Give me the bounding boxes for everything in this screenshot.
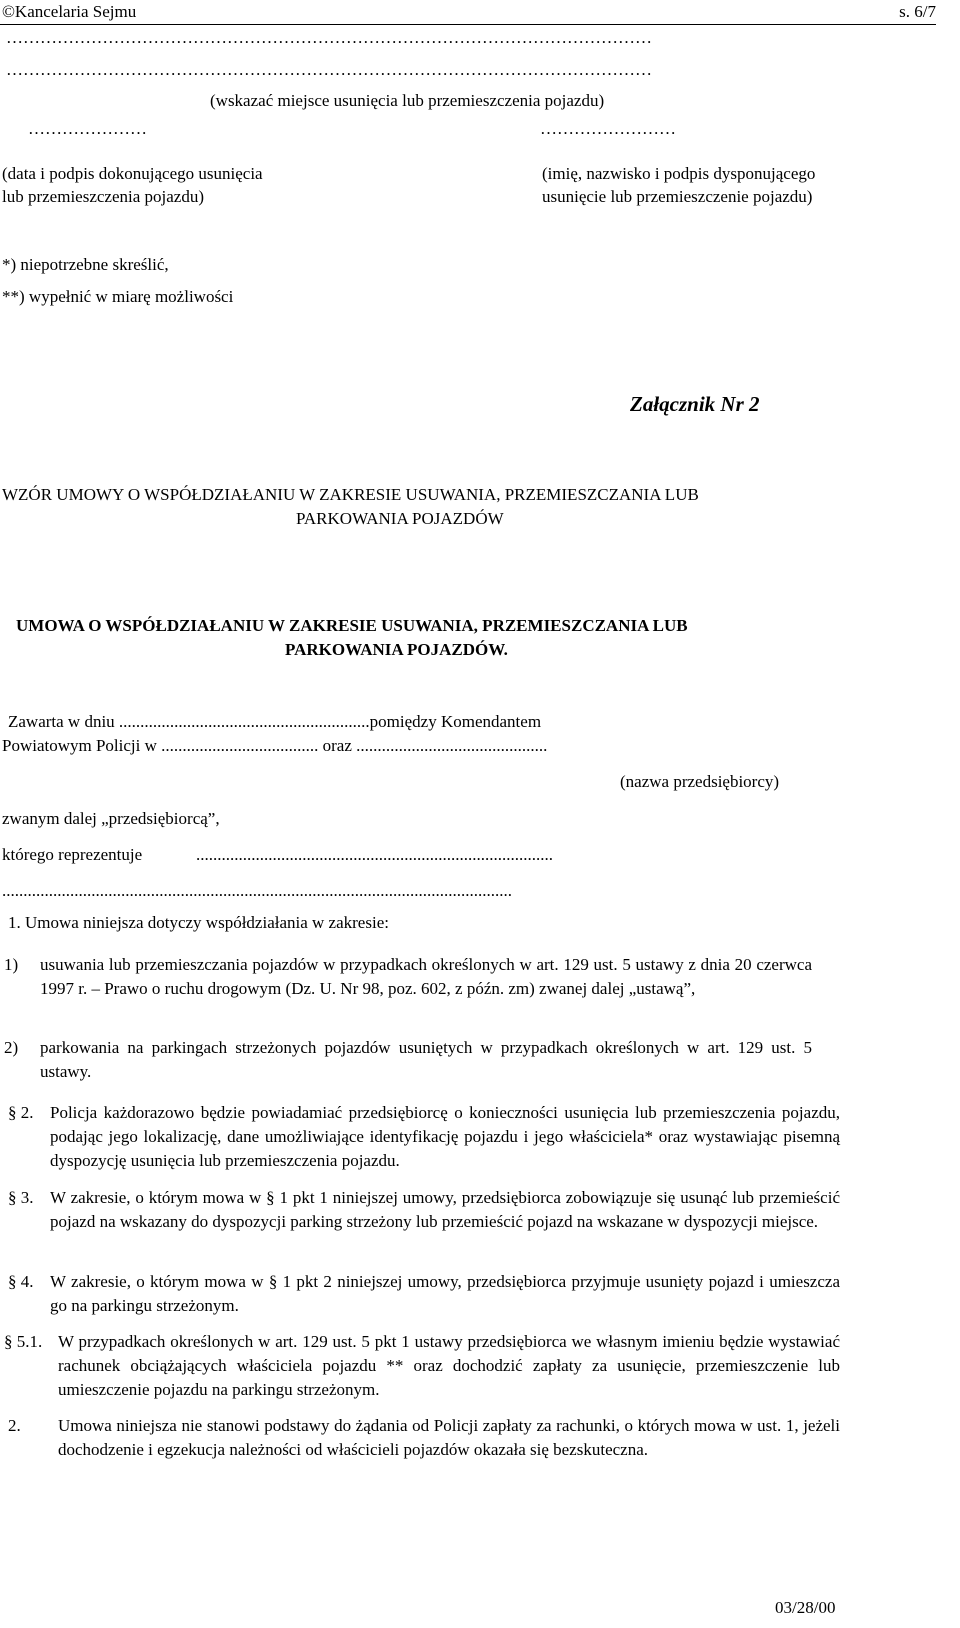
contract-parties-line: Powiatowym Policji w ..................................... oraz ............................................. <box>2 736 548 755</box>
contractor-alias-line: zwanym dalej „przedsiębiorcą”, <box>2 809 220 828</box>
paragraph-2-number: § 2. <box>8 1103 34 1122</box>
contract-title-1: UMOWA O WSPÓŁDZIAŁANIU W ZAKRESIE USUWANIA, PRZEMIESZCZANIA LUB <box>16 616 688 635</box>
paragraph-3-number: § 3. <box>8 1188 34 1207</box>
right-caption-1: (imię, nazwisko i podpis dysponującego <box>542 164 816 183</box>
model-heading-2: PARKOWANIA POJAZDÓW <box>296 509 504 528</box>
contractor-caption: (nazwa przedsiębiorcy) <box>620 772 780 791</box>
contract-date-line: Zawarta w dniu ...........................................................pomiędzy Komendantem <box>8 712 542 731</box>
left-caption-1: (data i podpis dokonującego usunięcia <box>2 164 263 183</box>
paragraph-4-number: § 4. <box>8 1272 34 1291</box>
paragraph-5: W przypadkach określonych w art. 129 ust. 5 pkt 1 ustawy przedsiębiorca we własnym imieniu będzie wystawiać rachunek obciążających właściciela pojazdu ** oraz dochodzić zapłaty za usunięcie, przemieszczenie lub umieszczenie pojazdu na parkingu strzeżonym. <box>58 1332 840 1399</box>
paragraph-5-number: § 5.1. <box>4 1332 43 1351</box>
paragraph-1-heading: 1. Umowa niniejsza dotyczy współdziałania w zakresie: <box>8 913 389 932</box>
dots-line-1: …………………………………………………………………………………………………… <box>6 28 652 47</box>
paragraph-3: W zakresie, o którym mowa w § 1 pkt 1 niniejszej umowy, przedsiębiorca zobowiązuje się usunąć lub przemieścić pojazd na wskazany do dyspozycji parking strzeżony lub przemieścić pojazd na wskazane w dyspozycji miejsce. <box>50 1188 840 1231</box>
representative-dots: .................................................................................... <box>196 845 553 864</box>
model-heading-1: WZÓR UMOWY O WSPÓŁDZIAŁANIU W ZAKRESIE USUWANIA, PRZEMIESZCZANIA LUB <box>2 485 699 504</box>
footer-code: 03/28/00 <box>775 1598 836 1617</box>
header-page-number: s. 6/7 <box>899 2 936 21</box>
p1-item-2: parkowania na parkingach strzeżonych pojazdów usuniętych w przypadkach określonych w art. 129 ust. 5 ustawy. <box>40 1038 812 1081</box>
note-1: *) niepotrzebne skreślić, <box>2 255 169 274</box>
place-caption: (wskazać miejsce usunięcia lub przemieszczenia pojazdu) <box>210 91 605 110</box>
paragraph-4: W zakresie, o którym mowa w § 1 pkt 2 niniejszej umowy, przedsiębiorca przyjmuje usunięty pojazd i umieszcza go na parkingu strzeżonym. <box>50 1272 840 1315</box>
paragraph-2: Policja każdorazowo będzie powiadamiać przedsiębiorcę o konieczności usunięcia lub przemieszczenia pojazdu, podając jego lokalizację, dane umożliwiające identyfikację pojazdu i jego właściciela* oraz wystawiając pisemną dyspozycję usunięcia lub przemieszczenia pojazdu. <box>50 1103 840 1170</box>
right-caption-2: usunięcie lub przemieszczenie pojazdu) <box>542 187 813 206</box>
note-2: **) wypełnić w miarę możliwości <box>2 287 234 306</box>
paragraph-5-2: Umowa niniejsza nie stanowi podstawy do żądania od Policji zapłaty za rachunki, o których mowa w ust. 1, jeżeli dochodzenie i egzekucja należności od właścicieli pojazdów okazała się bezskuteczna. <box>58 1416 840 1459</box>
page-header <box>0 0 936 25</box>
dots-line-2: …………………………………………………………………………………………………… <box>6 60 652 79</box>
p1-item-1-number: 1) <box>4 955 19 974</box>
dots-left: ………………… <box>28 119 147 138</box>
left-caption-2: lub przemieszczenia pojazdu) <box>2 187 205 206</box>
header-left: ©Kancelaria Sejmu <box>2 2 137 21</box>
p1-item-1: usuwania lub przemieszczania pojazdów w przypadkach określonych w art. 129 ust. 5 ustawy z dnia 20 czerwca 1997 r. – Prawo o ruchu drogowym (Dz. U. Nr 98, poz. 602, z późn. zm) zwanej dalej „ustawą”, <box>40 955 812 998</box>
representative-label: którego reprezentuje <box>2 845 143 864</box>
dots-right: …………………… <box>540 119 676 138</box>
contract-title-2: PARKOWANIA POJAZDÓW. <box>285 640 508 659</box>
annex-title: Załącznik Nr 2 <box>630 392 760 416</box>
representative-dots-2: ........................................................................................................................ <box>2 881 512 900</box>
paragraph-5-2-number: 2. <box>8 1416 21 1435</box>
p1-item-2-number: 2) <box>4 1038 19 1057</box>
